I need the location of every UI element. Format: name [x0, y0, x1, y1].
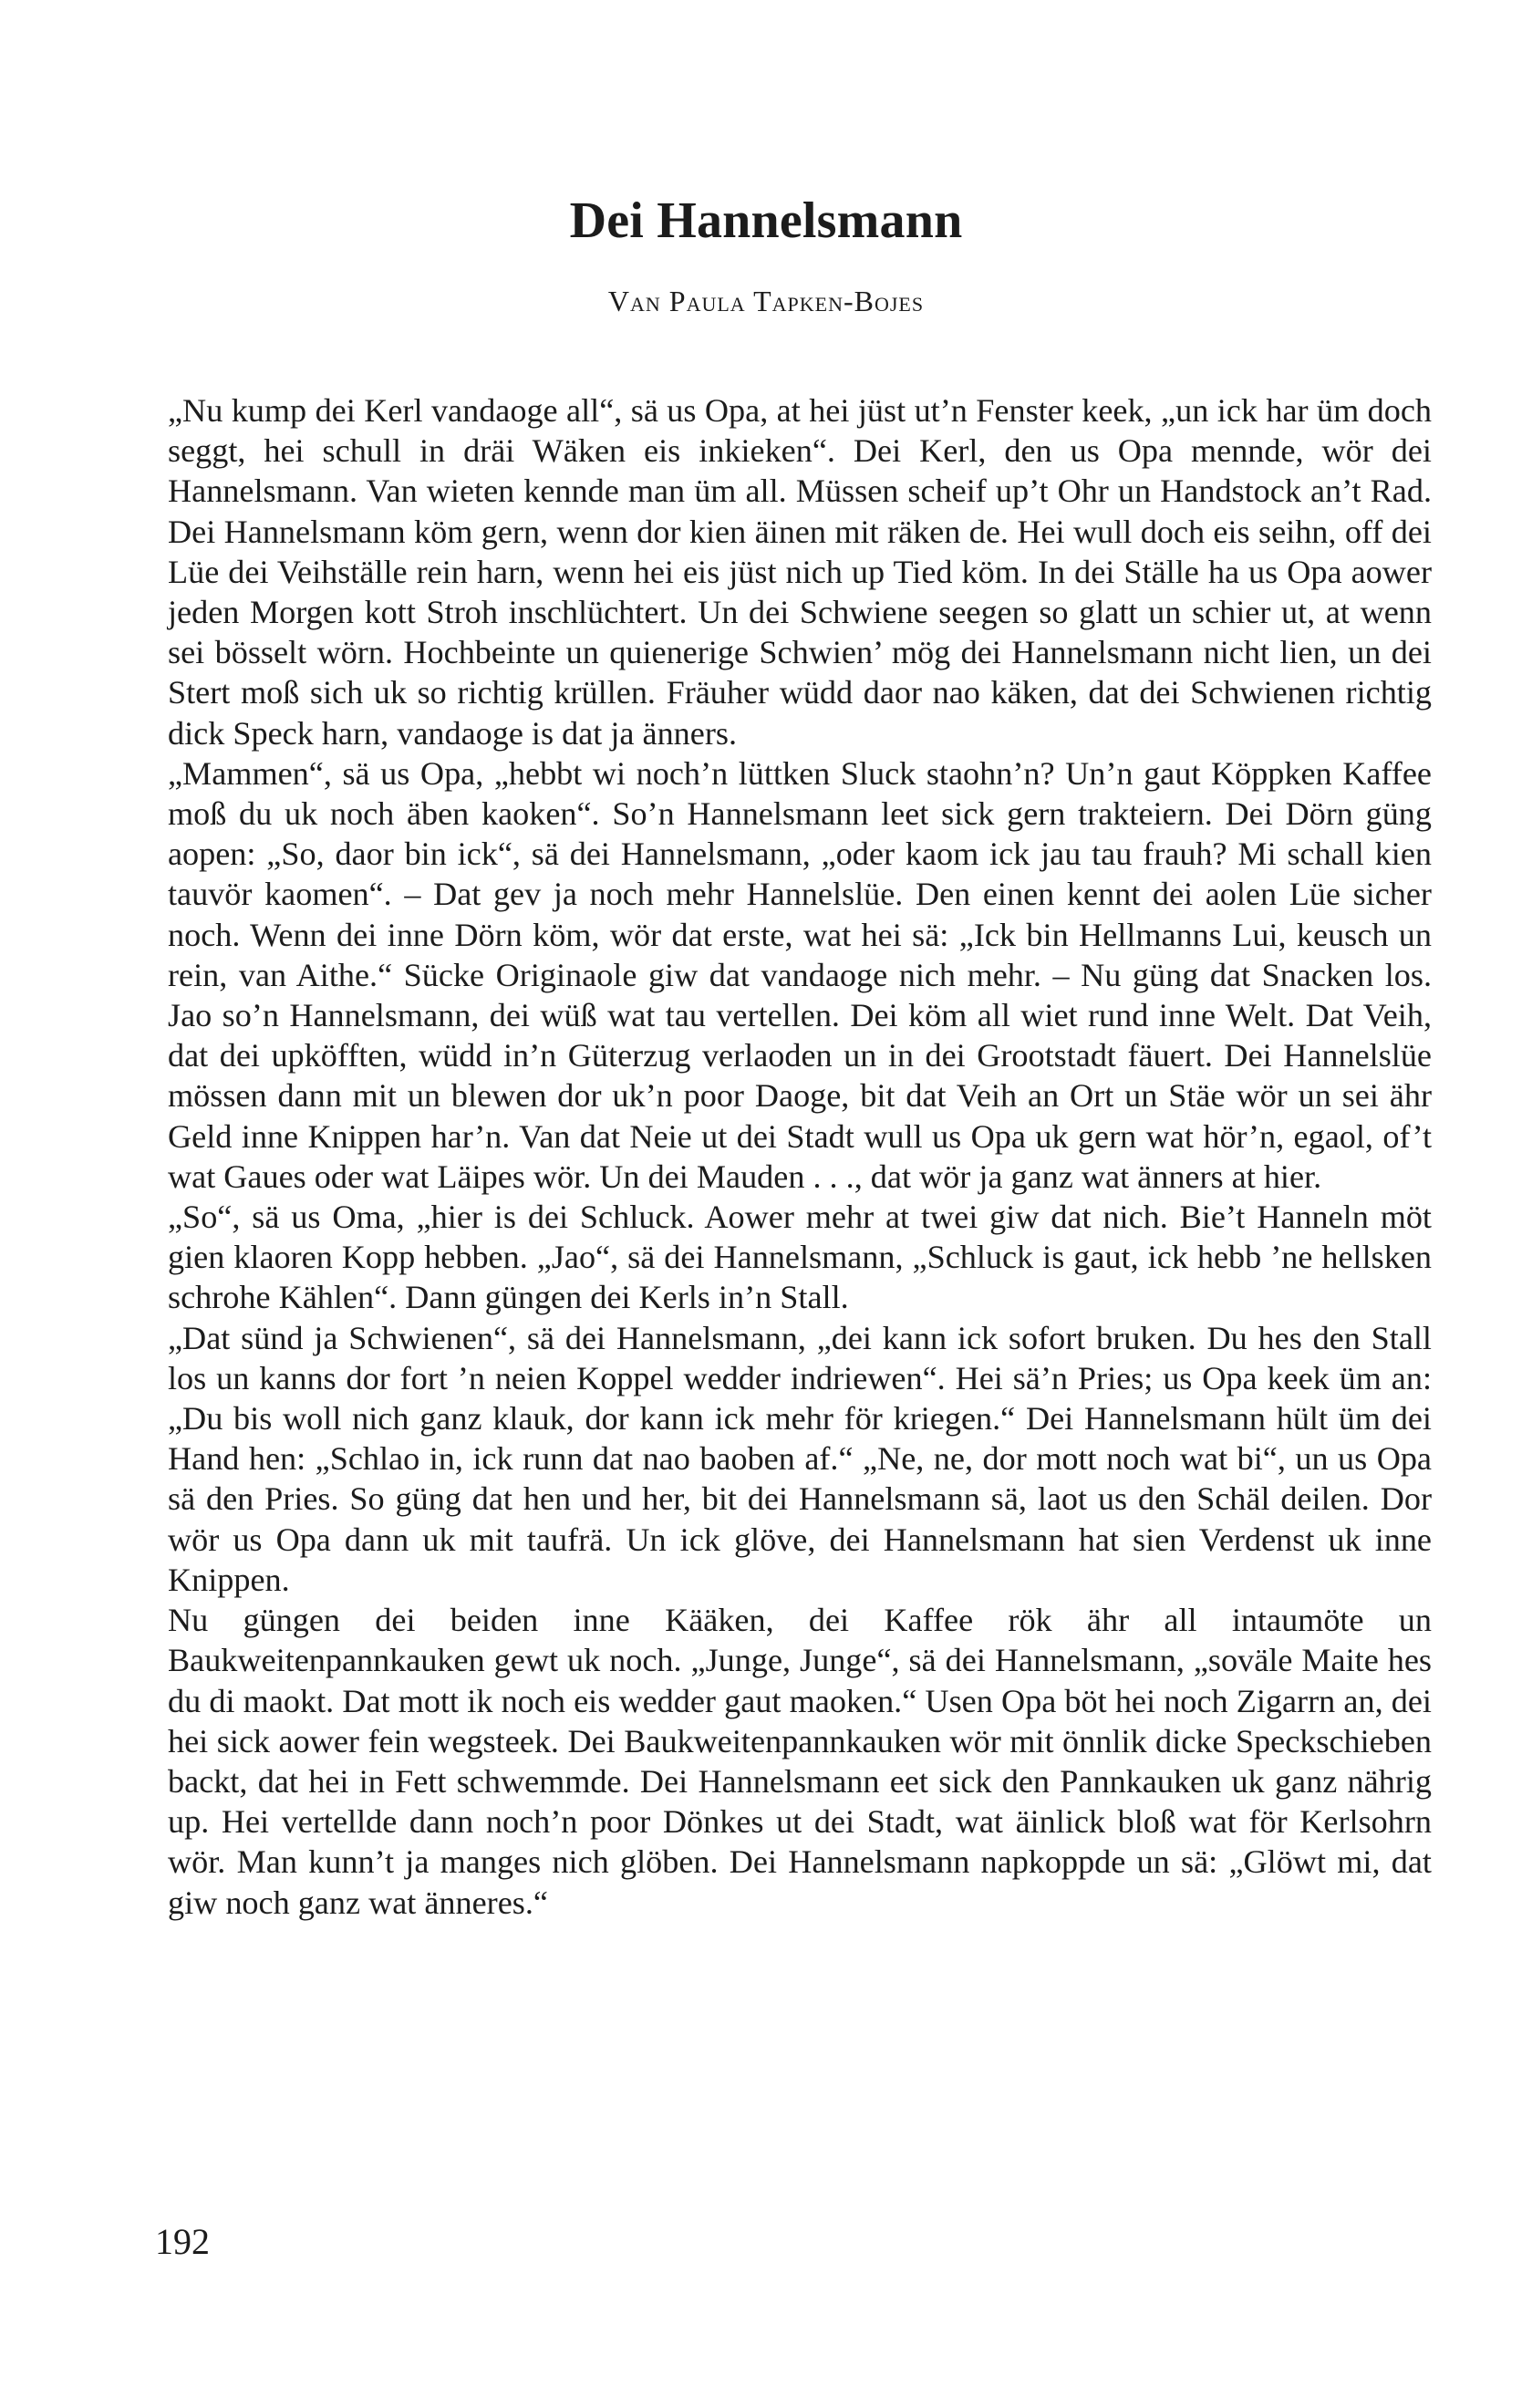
author-byline: Van Paula Tapken-Bojes — [607, 285, 925, 317]
paragraph: „So“, sä us Oma, „hier is dei Schluck. Aower mehr at twei giw dat nich. Bie’t Hanneln möt gien klaoren Kopp hebben. „Jao“, sä dei Hannelsmann, „Schluck is gaut, ick hebb ’ne hellsken schrohe Kählen“. Dann güngen dei Kerls in’n Stall. — [168, 1199, 1432, 1316]
page-title: Dei Hannelsmann — [569, 192, 963, 249]
paragraph: „Dat sünd ja Schwienen“, sä dei Hannelsmann, „dei kann ick sofort bruken. Du hes den Stall los un kanns dor fort ’n neien Koppel wedder indriewen“. Hei sä’n Pries; us Opa keek üm an: „Du bis woll nich ganz klauk, dor kann ick mehr för kriegen.“ Dei Hannelsmann hült üm dei Hand hen: „Schlao in, ick runn dat nao baoben af.“ „Ne, ne, dor mott noch wat bi“, un us Opa sä den Pries. So güng dat hen und her, bit dei Hannelsmann sä, laot us den Schäl deilen. Dor wör us Opa dann uk mit taufrä. Un ick glöve, dei Hannelsmann hat sien Verdenst uk inne Knippen. — [168, 1319, 1432, 1598]
paragraph: Nu güngen dei beiden inne Kääken, dei Kaffee rök ähr all intaumöte un Baukweitenpannkauken gewt uk noch. „Junge, Junge“, sä dei Hannelsmann, „soväle Maite hes du di maokt. Dat mott ik noch eis wedder gaut maoken.“ Usen Opa böt hei noch Zigarrn an, dei hei sick aower fein wegsteek. Dei Baukweitenpannkauken wör mit önnlik dicke Speckschieben backt, dat hei in Fett schwemmde. Dei Hannelsmann eet sick den Pannkauken uk ganz nährig up. Hei vertellde dann noch’n poor Dönkes ut dei Stadt, wat äinlick bloß wat för Kerlsohrn wör. Man kunn’t ja manges nich glöben. Dei Hannelsmann napkoppde un sä: „Glöwt mi, dat giw noch ganz wat änneres.“ — [168, 1602, 1432, 1921]
paragraph: „Mammen“, sä us Opa, „hebbt wi noch’n lüttken Sluck staohn’n? Un’n gaut Köppken Kaffee moß du uk noch äben kaoken“. So’n Hannelsmann leet sick gern trakteiern. Dei Dörn güng aopen: „So, daor bin ick“, sä dei Hannelsmann, „oder kaom ick jau tau frauh? Mi schall kien tauvör kaomen“. – Dat gev ja noch mehr Hannelslüe. Den einen kennt dei aolen Lüe sicher noch. Wenn dei inne Dörn köm, wör dat erste, wat hei sä: „Ick bin Hellmanns Lui, keusch un rein, van Aithe.“ Sücke Originaole giw dat vandaoge nich mehr. – Nu güng dat Snacken los. Jao so’n Hannelsmann, dei wüß wat tau vertellen. Dei köm all wiet rund inne Welt. Dat Veih, dat dei upköfften, wüdd in’n Güterzug verlaoden un in dei Grootstadt fäuert. Dei Hannelslüe mössen dann mit un blewen dor uk’n poor Daoge, bit dat Veih an Ort un Stäe wör un sei ähr Geld inne Knippen har’n. Van dat Neie ut dei Stadt wull us Opa uk gern wat hör’n, egaol, of’t wat Gaues oder wat Läipes wör. Un dei Mauden . . ., dat wör ja ganz wat änners at hier. — [168, 754, 1432, 1195]
paragraph: „Nu kump dei Kerl vandaoge all“, sä us Opa, at hei jüst ut’n Fenster keek, „un ick har üm doch seggt, hei schull in dräi Wäken eis inkieken“. Dei Kerl, den us Opa mennde, wör dei Hannelsmann. Van wieten kennde man üm all. Müssen scheif up’t Ohr un Handstock an’t Rad. Dei Hannelsmann köm gern, wenn dor kien äinen mit räken de. Hei wull doch eis seihn, off dei Lüe dei Veihställe rein harn, wenn hei eis jüst nich up Tied köm. In dei Ställe ha us Opa aower jeden Morgen kott Stroh inschlüchtert. Un dei Schwiene seegen so glatt un schier ut, at wenn sei bösselt wörn. Hochbeinte un quienerige Schwien’ mög dei Hannelsmann nicht lien, un dei Stert moß sich uk so richtig krüllen. Fräuher wüdd daor nao käken, dat dei Schwienen richtig dick Speck harn, vandaoge is dat ja änners. — [168, 392, 1432, 752]
page-number: 192 — [155, 2221, 210, 2262]
story-body — [168, 390, 1432, 1923]
